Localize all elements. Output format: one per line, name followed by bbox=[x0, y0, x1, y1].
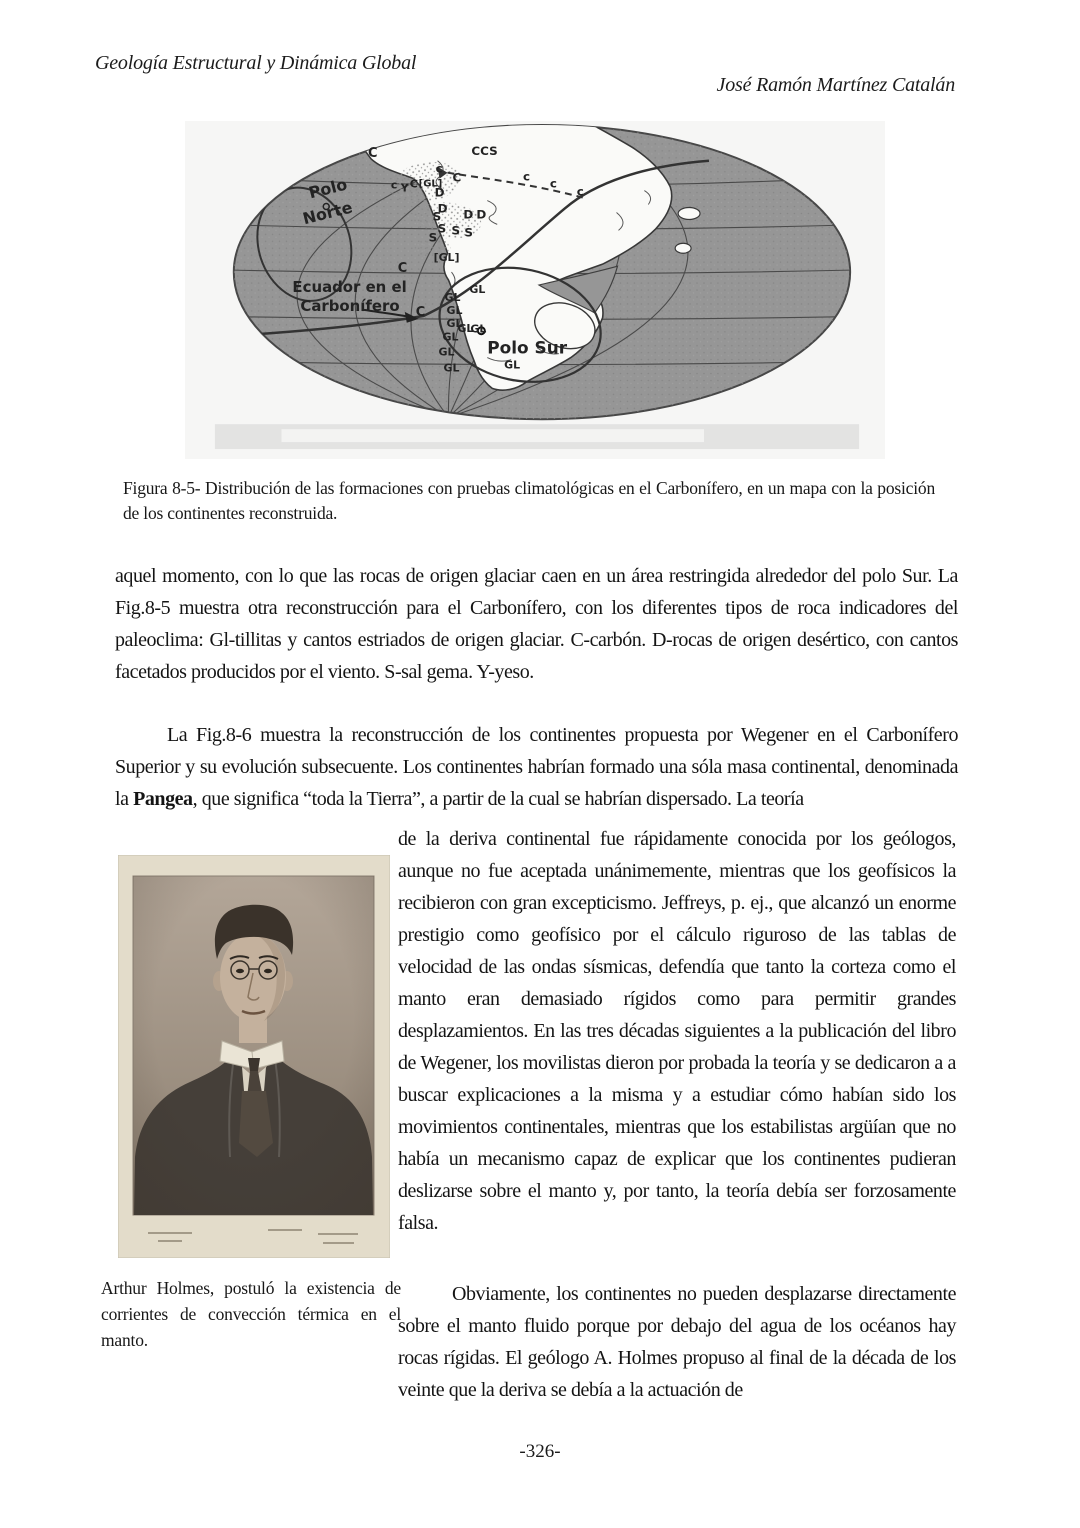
island-1 bbox=[678, 207, 700, 219]
map-label-c: c bbox=[549, 176, 557, 191]
map-label-y: Y bbox=[400, 181, 409, 195]
map-label-gl: GL bbox=[446, 316, 463, 330]
island-2 bbox=[675, 243, 691, 253]
map-label-c: C bbox=[452, 170, 462, 185]
map-label-d: D bbox=[437, 201, 448, 216]
map-label-gl: GL bbox=[443, 361, 460, 375]
map-label-gl: GL bbox=[469, 282, 486, 296]
map-label-d: D bbox=[463, 207, 474, 222]
map-label-c: C bbox=[409, 177, 418, 191]
map-label-gl: GL bbox=[470, 322, 487, 336]
map-label-ecuador-en-el: Ecuador en el bbox=[292, 277, 407, 296]
map-label-c: C bbox=[415, 304, 426, 320]
paragraph-2-pre: La Fig.8-6 muestra la reconstrucción de los continentes propuesta por Wegener en el Carbonífero Superior y su evolución subsecuente. Los continentes habrían formado una sóla masa continental, denominada la bbox=[115, 724, 958, 810]
map-label-ccs: CCS bbox=[471, 143, 498, 158]
map-label-carbon-fero: Carbonífero bbox=[300, 296, 400, 315]
running-head-left: Geología Estructural y Dinámica Global bbox=[95, 52, 417, 74]
figure-8-5-map bbox=[185, 121, 885, 459]
map-label-gl: GL bbox=[446, 303, 463, 317]
map-label-c: c bbox=[435, 161, 443, 176]
map-label-c: C bbox=[397, 261, 408, 277]
map-label-d: D bbox=[434, 185, 445, 200]
map-label-gl: GL bbox=[442, 330, 459, 344]
figure-caption: Figura 8-5- Distribución de las formaciones con pruebas climatológicas en el Carbonífero, en un mapa con la posición de los continentes reconstruida. bbox=[123, 478, 935, 523]
map-label-s: S bbox=[432, 209, 442, 224]
paragraph-2-continued: de la deriva continental fue rápidamente conocida por los geólogos, aunque no fue aceptada unánimemente, mientras que los geofísicos la recibieron con gran excepticismo. Jeffreys, p. ej., que alcanzó un enorme prestigio como geofísico por el cálculo riguroso de las tablas de velocidad de las ondas sísmicas, defendía que tanto la corteza como el manto eran demasiado rígidos como para permitir grandes desplazamientos. En las tres décadas siguientes a la publicación del libro de Wegener, los movilistas dieron por probada la teoría y se dedicaron a a buscar explicaciones a la misma y a estudiar cómo habían sido los movimientos continentales, mientras que los estabilistas argüían que no había un mecanismo capaz de explicar que los continentes pudieran deslizarse sobre el manto y, por tanto, la teoría debía ser forzosamente falsa. bbox=[398, 828, 956, 1234]
map-label-gl: GL bbox=[457, 321, 474, 335]
map-label-gl: GL bbox=[444, 290, 461, 304]
map-label-gl: GL bbox=[504, 358, 521, 372]
map-label-polo-sur: Polo Sur bbox=[487, 337, 568, 358]
map-label-c: c bbox=[576, 184, 584, 199]
paragraph-1: aquel momento, con lo que las rocas de origen glaciar caen en un área restringida alrededor del polo Sur. La Fig.8-5 muestra otra reconstrucción para el Carbonífero, con los diferentes tipos de roca indicadores del paleoclima: Gl-tillitas y cantos estriados de origen glaciar. C-carbón. D-rocas de origen desértico, con cantos facetados producidos por el viento. S-sal gema. Y-yeso. bbox=[115, 565, 958, 683]
map-label-polo: Polo bbox=[306, 174, 350, 203]
map-label-gl: GL bbox=[438, 345, 455, 359]
map-label-s: S bbox=[437, 221, 447, 236]
paragraph-3: Obviamente, los continentes no pueden desplazarse directamente sobre el manto fluido porque por debajo del agua de los océanos hay rocas rígidas. El geólogo A. Holmes propuso al final de la década de los veinte que la deriva se debía a la actuación de bbox=[398, 1283, 956, 1401]
page-number: -326- bbox=[519, 1441, 561, 1462]
scan-band-light bbox=[282, 429, 705, 442]
map-label-c: C bbox=[367, 145, 378, 161]
carboniferous-map bbox=[185, 121, 885, 459]
map-label-c: c bbox=[390, 178, 398, 192]
pangea-bold-term: Pangea bbox=[133, 788, 193, 810]
paragraph-2-post: , que significa “toda la Tierra”, a partir de la cual se habrían dispersado. La teoría bbox=[192, 788, 804, 810]
map-label-norte: Norte bbox=[300, 197, 355, 229]
map-label--gl-: [GL] bbox=[433, 251, 460, 265]
map-label--gl-: [GL] bbox=[418, 178, 443, 190]
map-label-c: c bbox=[523, 169, 531, 184]
paragraph-2-intro bbox=[115, 719, 958, 815]
portrait-svg bbox=[118, 855, 390, 1258]
photo-vignette bbox=[133, 876, 374, 1215]
map-label-d: D bbox=[476, 207, 487, 222]
map-label-s: S bbox=[428, 230, 438, 245]
photo-caption: Arthur Holmes, postuló la existencia de corrientes de convección térmica en el manto. bbox=[101, 1278, 401, 1350]
running-head-right: José Ramón Martínez Catalán bbox=[716, 74, 955, 96]
map-label-s: S bbox=[464, 225, 473, 240]
map-label-s: S bbox=[451, 223, 461, 238]
arthur-holmes-photo bbox=[118, 855, 390, 1258]
